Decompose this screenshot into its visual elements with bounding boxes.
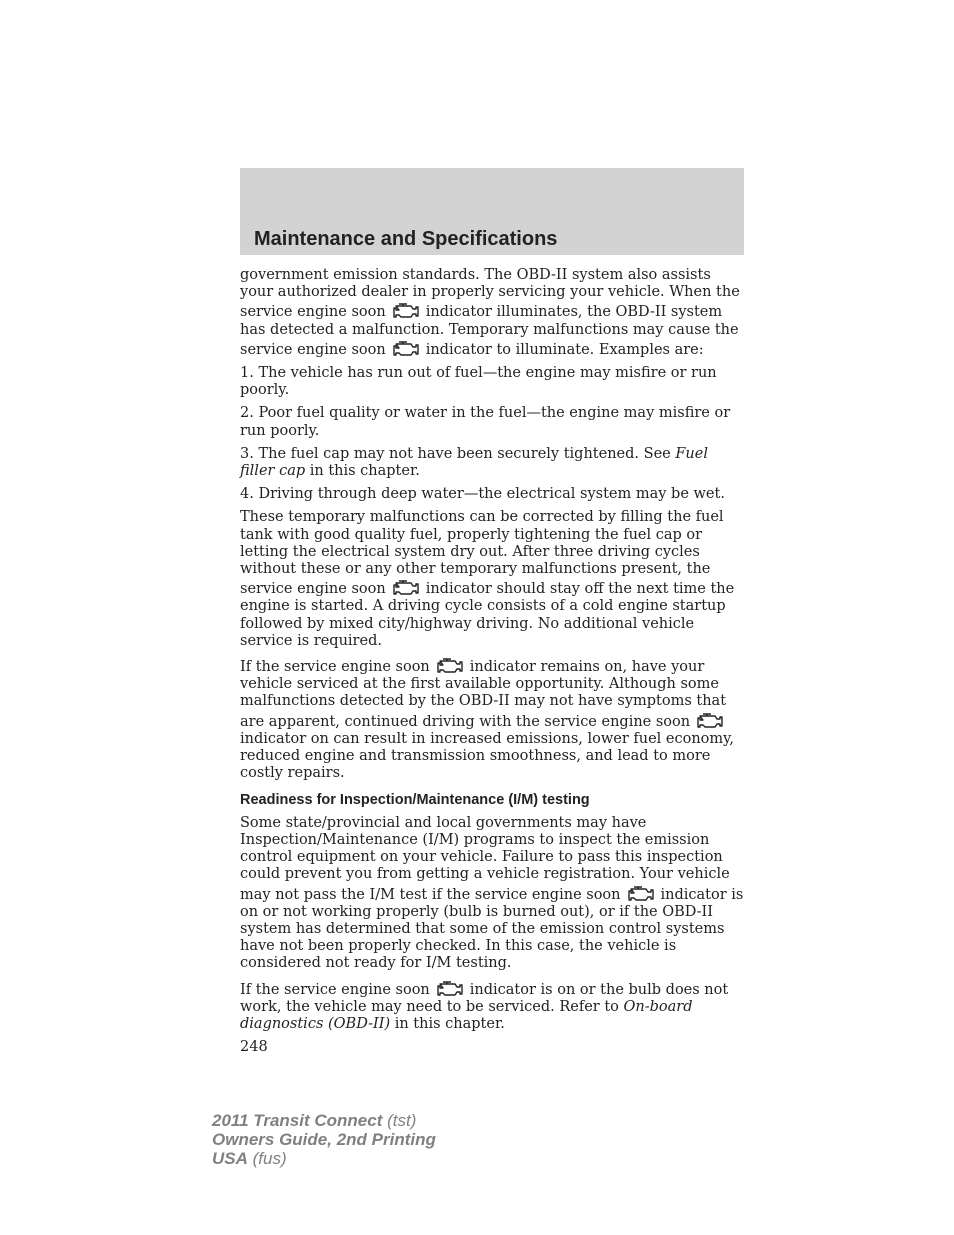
paragraph-obd-intro: government emission standards. The OBD-II system also assists your authorized dealer in properly servicing your vehicle. When the service engine soon indicator illuminates, the OBD-II system has detected a malfunction. Temporary malfunctions may cause the service engine soon indicator to illuminate. Examples are: xyxy=(240,267,740,358)
engine-icon xyxy=(390,578,420,598)
paragraph-im-programs: Some state/provincial and local governments may have Inspection/Maintenance (I/M) programs to inspect the emission control equipment on your vehicle. Failure to pass this inspection could prevent you from getting a vehicle registration. Your vehicle may not pass the I/M test if the service engine soon indicator is on or not working properly (bulb is burned out), or if the OBD-II system has determined that some of the emission control systems have not been properly checked. In this case, the vehicle is considered not ready for I/M testing. xyxy=(240,814,744,972)
list-item: 3. The fuel cap may not have been securely tightened. See Fuel filler cap in this chapter. xyxy=(240,445,708,480)
cross-reference-link: On-board diagnostics (OBD-II) xyxy=(240,998,693,1032)
section-title: Maintenance and Specifications xyxy=(254,228,558,250)
footer-line: 2011 Transit Connect (tst) xyxy=(212,1111,417,1130)
page-number: 248 xyxy=(240,1039,268,1056)
engine-icon xyxy=(390,301,420,321)
engine-icon xyxy=(434,656,464,676)
main-content xyxy=(240,267,746,1062)
cross-reference-link: Fuel filler cap xyxy=(240,445,708,480)
engine-icon xyxy=(434,979,464,999)
subheading: Readiness for Inspection/Maintenance (I/M) testing xyxy=(240,792,590,809)
paragraph-temporary-malfunctions: These temporary malfunctions can be corrected by filling the fuel tank with good quality fuel, properly tightening the fuel cap or letting the electrical system dry out. After three driving cycles without these or any other temporary malfunctions present, the service engine soon indicator should stay off the next time the engine is started. A driving cycle consists of a cold engine startup followed by mixed city/highway driving. No additional vehicle service is required. xyxy=(240,509,735,649)
list-item: 4. Driving through deep water—the electrical system may be wet. xyxy=(240,486,725,503)
footer-line: USA (fus) xyxy=(212,1149,287,1168)
engine-icon xyxy=(625,884,655,904)
engine-icon xyxy=(390,339,420,359)
engine-icon xyxy=(694,711,724,731)
list-item: 2. Poor fuel quality or water in the fuel—the engine may misfire or run poorly. xyxy=(240,405,731,439)
paragraph-indicator-remains-on: If the service engine soon indicator remains on, have your vehicle serviced at the first available opportunity. Although some malfunctions detected by the OBD-II may not have symptoms that are apparent, continued driving with the service engine soonindicator on can result in increased emissions, lower fuel economy, reduced engine and transmission smoothness, and lead to more costly repairs. xyxy=(240,656,746,782)
section-header-band xyxy=(240,168,744,255)
footer-line: Owners Guide, 2nd Printing xyxy=(212,1130,436,1149)
list-item: 1. The vehicle has run out of fuel—the engine may misfire or run poorly. xyxy=(240,365,717,399)
document-footer xyxy=(212,1111,436,1168)
paragraph-bulb-not-work: If the service engine soon indicator is on or the bulb does not work, the vehicle may need to be serviced. Refer to On-board diagnostics (OBD-II) in this chapter. xyxy=(240,979,746,1034)
